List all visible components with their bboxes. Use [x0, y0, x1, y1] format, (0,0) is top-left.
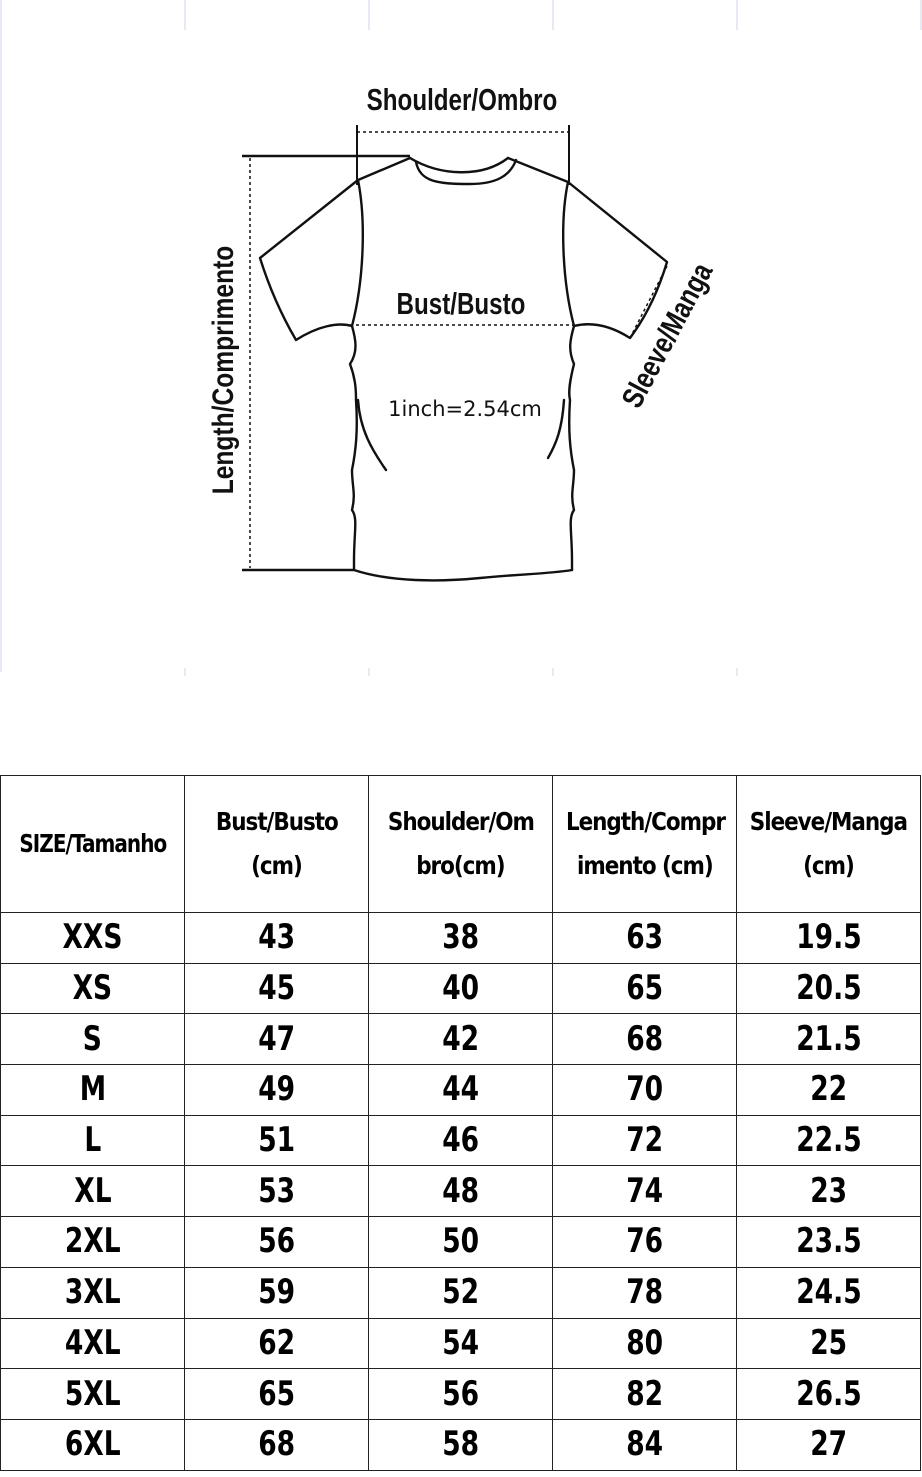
cell-value: 27 [810, 1424, 847, 1465]
measurement-lines [242, 125, 667, 570]
size-cell [1, 963, 185, 1014]
length-header [553, 776, 737, 913]
sleeve-cell [737, 1318, 921, 1369]
cell-value: S [82, 1018, 103, 1059]
header-text-line: SIZE/Tamanho [19, 829, 167, 858]
length-cell [553, 1267, 737, 1318]
table-row [1, 1014, 921, 1065]
cell-value: 68 [626, 1018, 663, 1059]
conversion-note: 1inch=2.54cm [388, 397, 542, 421]
shoulder-cell [369, 1369, 553, 1420]
cell-value: 74 [626, 1170, 663, 1211]
cell-value: XXS [62, 917, 123, 958]
cell-value: 22 [810, 1069, 847, 1110]
shoulder-label: Shoulder/Ombro [366, 82, 558, 117]
table-row [1, 963, 921, 1014]
sleeve-header [737, 776, 921, 913]
length-cell [553, 1166, 737, 1217]
cell-value: 38 [442, 917, 479, 958]
length-label: Length/Comprimento [205, 245, 240, 495]
cell-value: 63 [626, 917, 663, 958]
sleeve-cell [737, 1014, 921, 1065]
sleeve-cell [737, 1369, 921, 1420]
cell-value: 56 [258, 1221, 295, 1262]
shoulder-cell [369, 963, 553, 1014]
length-cell [553, 1065, 737, 1116]
table-body [1, 913, 921, 1471]
bust-label: Bust/Busto [396, 286, 526, 321]
bust-cell [185, 1115, 369, 1166]
cell-value: 76 [626, 1221, 663, 1262]
cell-value: 43 [258, 917, 295, 958]
length-cell [553, 1419, 737, 1470]
cell-value: 50 [442, 1221, 479, 1262]
cell-value: 22.5 [795, 1120, 862, 1161]
size-cell [1, 1014, 185, 1065]
sleeve-cell [737, 913, 921, 964]
cell-value: 62 [258, 1322, 295, 1363]
size-header [1, 776, 185, 913]
sleeve-cell [737, 1166, 921, 1217]
length-cell [553, 913, 737, 964]
cell-value: 3XL [64, 1272, 121, 1313]
cell-value: 45 [258, 968, 295, 1009]
bust-cell [185, 1014, 369, 1065]
bust-cell [185, 963, 369, 1014]
shoulder-cell [369, 913, 553, 964]
bust-cell [185, 913, 369, 964]
shoulder-cell [369, 1318, 553, 1369]
bust-cell [185, 1065, 369, 1116]
cell-value: 6XL [64, 1424, 121, 1465]
size-cell [1, 1419, 185, 1470]
table-row [1, 1115, 921, 1166]
cell-value: 49 [258, 1069, 295, 1110]
length-cell [553, 1014, 737, 1065]
sleeve-cell [737, 1065, 921, 1116]
size-chart-table [0, 775, 921, 1471]
size-cell [1, 1065, 185, 1116]
sleeve-cell [737, 963, 921, 1014]
shoulder-cell [369, 1267, 553, 1318]
cell-value: 19.5 [795, 917, 862, 958]
bust-cell [185, 1217, 369, 1268]
cell-value: 51 [258, 1120, 295, 1161]
header-text-line: bro(cm) [416, 851, 505, 880]
cell-value: 70 [626, 1069, 663, 1110]
cell-value: 25 [810, 1322, 847, 1363]
table-row [1, 1318, 921, 1369]
sleeve-cell [737, 1217, 921, 1268]
bust-cell [185, 1318, 369, 1369]
cell-value: 65 [258, 1373, 295, 1414]
table-row [1, 1166, 921, 1217]
shoulder-cell [369, 1217, 553, 1268]
cell-value: 68 [258, 1424, 295, 1465]
cell-value: 65 [626, 968, 663, 1009]
table-row [1, 1369, 921, 1420]
size-cell [1, 1115, 185, 1166]
sleeve-cell [737, 1267, 921, 1318]
sleeve-cell [737, 1419, 921, 1470]
cell-value: 21.5 [795, 1018, 862, 1059]
cell-value: 46 [442, 1120, 479, 1161]
header-text-line: (cm) [251, 851, 302, 880]
cell-value: 59 [258, 1272, 295, 1313]
table-row [1, 913, 921, 964]
cell-value: 84 [626, 1424, 663, 1465]
header-text-line: Bust/Busto [215, 807, 338, 836]
cell-value: 2XL [64, 1221, 121, 1262]
cell-value: 47 [258, 1018, 295, 1059]
cell-value: 82 [626, 1373, 663, 1414]
table-header-row [1, 776, 921, 913]
header-text-line: Length/Compr [565, 807, 725, 836]
sleeve-cell [737, 1115, 921, 1166]
length-cell [553, 1115, 737, 1166]
cell-value: 23.5 [795, 1221, 862, 1262]
table-row [1, 1065, 921, 1116]
cell-value: XL [73, 1170, 112, 1211]
cell-value: 5XL [64, 1373, 121, 1414]
shoulder-cell [369, 1065, 553, 1116]
tshirt-measurement-diagram [0, 0, 922, 700]
cell-value: 42 [442, 1018, 479, 1059]
cell-value: 4XL [64, 1322, 121, 1363]
cell-value: 44 [442, 1069, 479, 1110]
cell-value: 26.5 [795, 1373, 862, 1414]
cell-value: XS [72, 968, 113, 1009]
shoulder-cell [369, 1115, 553, 1166]
size-cell [1, 1166, 185, 1217]
table-row [1, 1267, 921, 1318]
bust-cell [185, 1166, 369, 1217]
cell-value: 40 [442, 968, 479, 1009]
length-cell [553, 1318, 737, 1369]
cell-value: 24.5 [795, 1272, 862, 1313]
sleeve-label: Sleeve/Manga [614, 256, 720, 414]
cell-value: 52 [442, 1272, 479, 1313]
size-cell [1, 1369, 185, 1420]
bust-cell [185, 1369, 369, 1420]
bust-cell [185, 1267, 369, 1318]
size-cell [1, 1217, 185, 1268]
tshirt-outline-icon [260, 158, 667, 580]
header-text-line: (cm) [803, 851, 854, 880]
cell-value: L [84, 1120, 101, 1161]
shoulder-cell [369, 1419, 553, 1470]
table-row [1, 1217, 921, 1268]
length-cell [553, 963, 737, 1014]
cell-value: 54 [442, 1322, 479, 1363]
length-cell [553, 1217, 737, 1268]
cell-value: 58 [442, 1424, 479, 1465]
cell-value: M [79, 1069, 106, 1110]
header-text-line: Shoulder/Om [387, 807, 534, 836]
shoulder-header [369, 776, 553, 913]
size-cell [1, 1267, 185, 1318]
header-text-line: Sleeve/Manga [749, 807, 908, 836]
cell-value: 78 [626, 1272, 663, 1313]
cell-value: 23 [810, 1170, 847, 1211]
size-cell [1, 1318, 185, 1369]
cell-value: 72 [626, 1120, 663, 1161]
shoulder-cell [369, 1166, 553, 1217]
bust-cell [185, 1419, 369, 1470]
table-row [1, 1419, 921, 1470]
shoulder-cell [369, 1014, 553, 1065]
cell-value: 53 [258, 1170, 295, 1211]
length-cell [553, 1369, 737, 1420]
size-cell [1, 913, 185, 964]
bust-header [185, 776, 369, 913]
cell-value: 20.5 [795, 968, 862, 1009]
header-text-line: imento (cm) [576, 851, 713, 880]
cell-value: 80 [626, 1322, 663, 1363]
cell-value: 56 [442, 1373, 479, 1414]
cell-value: 48 [442, 1170, 479, 1211]
